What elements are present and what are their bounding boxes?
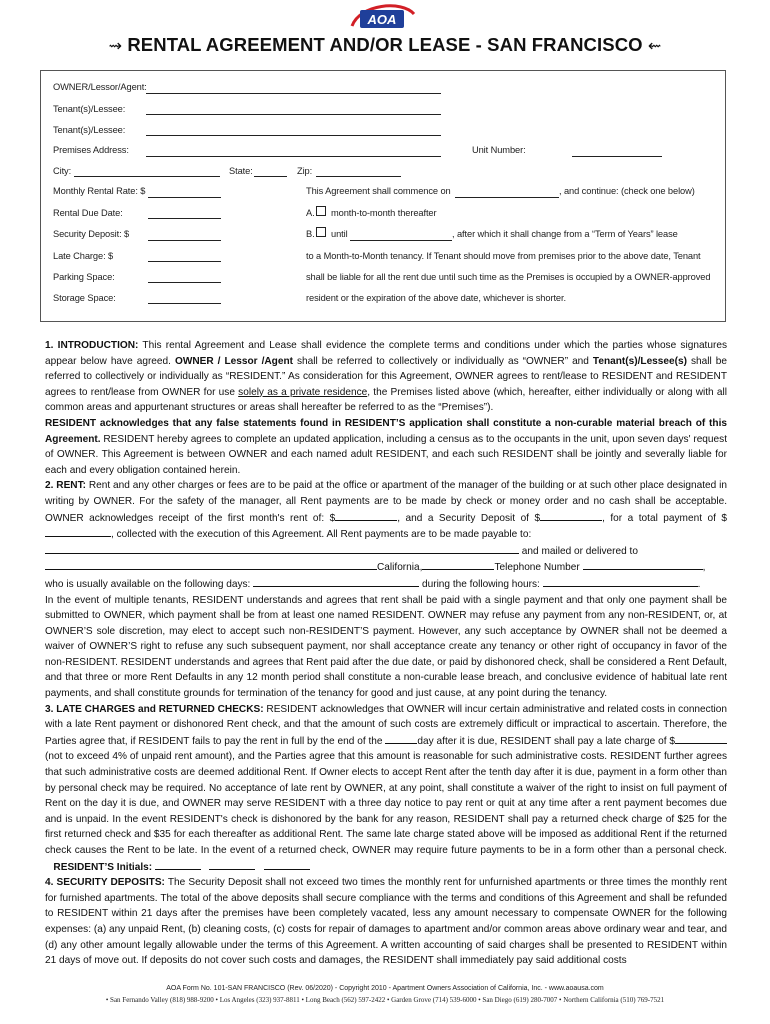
section-heading: 3. LATE CHARGES and RETURNED CHECKS:: [45, 703, 264, 715]
section-rent: 2. RENT: Rent and any other charges or fees are to be paid at the office or apartment of the manager of the building or at such other place designated in writing by OWNER. For the safety of the manager, all Rent payments are to be made by check or money order and no cash shall be acceptable. OWNER acknowledges receipt of the first month's rent of: $ , and a Security Deposit of $ , for a total payment of $, collected with the execution of this Agreement. All Rent payments are to be made payable to: and mailed or delivered to California, Telephone Number , who is usually available on the following days: during the following hours: .: [45, 480, 727, 590]
initials-label: RESIDENT’S Initials:: [53, 861, 153, 873]
owner-label: OWNER/Lessor/Agent:: [53, 82, 147, 92]
tenant2-field[interactable]: [146, 135, 441, 136]
term-text-line3: resident or the expiration of the above date, whichever is shorter.: [306, 293, 566, 303]
rent-field[interactable]: [148, 197, 221, 198]
zip-label: Zip:: [297, 166, 313, 176]
late-charge-label: Late Charge: $: [53, 251, 114, 261]
body-text: (not to exceed 4% of unpaid rent amount), and the Parties agree that this amount is reasonable for such administrative costs. RESIDENT further agrees that such administrative costs are deemed additional Rent. If Owner elects to accept Rent after the tenth day after it is due, payment in a form other than by personal check may be required. No acceptance of late rent by OWNER, at any point, shall constitute a waiver of the right to insist on full payment of Rent on the day it is due, and OWNER may serve RESIDENT with a three day notice to pay rent or quit at any time after a rent payment becomes due and is unpaid. In the event RESIDENT's check is dishonored by the bank for any reason, RESIDENT shall pay a returned check charge of $25 for the first returned check and $35 for each thereafter as additional Rent. The same late charge stated above will be imposed as additional Rent if the returned check causes the Rent to be late. In the event of a returned check, OWNER may require future payments to be in a form other than a personal check.: [45, 751, 727, 856]
late-charge-amount-blank[interactable]: [675, 733, 727, 744]
option-b-after: , after which it shall change from a “Term of Years” lease: [452, 229, 678, 239]
initials-blank-1[interactable]: [155, 859, 201, 870]
initials-blank-3[interactable]: [264, 859, 310, 870]
body-text: Rent and any other charges or fees are to be paid at the office or apartment of the manager of the building or at such other place designated in writing by OWNER. For the safety of the manager, all Rent payments are to be made by check or money order and no cash shall be acceptable. OWNER acknowledges receipt of the first month's rent of: $: [45, 480, 727, 524]
state-field[interactable]: [254, 176, 287, 177]
header-form-box: [40, 70, 726, 322]
body-text: shall be referred to collectively or individually as “OWNER” and: [293, 355, 593, 367]
option-a-text: month-to-month thereafter: [331, 208, 437, 218]
section-heading: 2. RENT:: [45, 480, 86, 492]
body-text: RESIDENT hereby agrees to complete an updated application, including a census as to the occupants in the unit, upon seven days' request of OWNER. This Agreement is between OWNER and each named adult RESIDENT, and each such RESIDENT shall be jointly and severally liable for each and every obligation contained herein.: [45, 433, 727, 476]
body-underlined-text: solely as a private residence: [238, 386, 368, 398]
initials-blank-2[interactable]: [209, 859, 255, 870]
footer-office-phones: • San Fernando Valley (818) 988-9200 • Los Angeles (323) 937-8811 • Long Beach (562) 597-2422 • Garden Grove (714) 539-6000 • San Diego (619) 280-7007 • Northern California (510) 769-7521: [105, 996, 665, 1004]
body-text: , and a Security Deposit of $: [397, 512, 541, 524]
body-bold-text: Tenant(s)/Lessee(s): [592, 355, 687, 367]
body-bold-text: RESIDENT acknowledges that any false statements found in RESIDENT’S application shall constitute a non-curable material breach of this Agreement.: [45, 417, 727, 445]
document-title: [0, 34, 770, 56]
aoa-logo: [346, 0, 418, 36]
city-label: City:: [53, 166, 72, 176]
storage-label: Storage Space:: [53, 293, 116, 303]
storage-field[interactable]: [148, 303, 221, 304]
option-a-letter: A.: [306, 208, 315, 218]
city-field[interactable]: [74, 176, 220, 177]
ornament-right-icon: ⇜: [647, 38, 662, 55]
deposit-label: Security Deposit: $: [53, 229, 130, 239]
body-text: The Security Deposit shall not exceed two times the monthly rent for unfurnished apartments or three times the monthly rent for furnished apartments. The total of the above deposits shall secure compliance with the terms and conditions of this Agreement and shall be refunded to RESIDENT within 21 days after the premises have been completely vacated, less any amount necessary to compensate OWNER for the following expenses: (a) any unpaid Rent, (b) cleaning costs, (c) costs for repair of damages to apartment and/or common areas above ordinary wear and tear, and (d) any other amount legally allowable under the terms of this Agreement. A written accounting of said charges shall be presented to RESIDENT within 21 days of move out. If deposits do not cover such costs and damages, the RESIDENT shall immediately pay said additional costs: [45, 877, 727, 967]
commence-date-field[interactable]: [455, 197, 559, 198]
option-b-letter: B.: [306, 229, 315, 239]
body-text: , the Premises listed above (which, hereafter, either individually or along with all common areas and appurtenant structures or areas shall hereafter be referred to as the “Premises”).: [45, 386, 727, 414]
tenant1-field[interactable]: [146, 114, 441, 115]
ornament-left-icon: ⇝: [108, 38, 123, 55]
unit-field[interactable]: [572, 156, 662, 157]
due-date-label: Rental Due Date:: [53, 208, 123, 218]
late-day-blank[interactable]: [385, 733, 417, 744]
unit-label: Unit Number:: [472, 145, 526, 155]
continue-text: , and continue: (check one below): [559, 186, 695, 196]
section-heading: 1. INTRODUCTION:: [45, 340, 139, 351]
logo-text: AOA: [367, 12, 397, 27]
premises-label: Premises Address:: [53, 145, 129, 155]
body-text: Telephone Number: [494, 562, 580, 574]
term-end-date-field[interactable]: [350, 240, 452, 241]
section-introduction: [45, 338, 727, 416]
term-text-line1: to a Month-to-Month tenancy. If Tenant should move from premises prior to the above date, Tenant: [306, 251, 701, 261]
zip-field[interactable]: [316, 176, 401, 177]
body-text: , for a total payment of $: [602, 512, 727, 524]
deposit-field[interactable]: [148, 240, 221, 241]
payee-blank[interactable]: [45, 543, 519, 554]
first-month-rent-blank[interactable]: [335, 510, 397, 521]
parking-field[interactable]: [148, 282, 221, 283]
tenant2-label: Tenant(s)/Lessee:: [53, 125, 126, 135]
body-text: shall be referred to collectively or individually as “RESIDENT.” As consideration for this Agreement, OWNER agrees to rent/lease to RESIDENT and RESIDENT agrees to rent/lease from OWNER for use: [45, 355, 727, 398]
section-multiple-tenants: [45, 593, 727, 702]
body-text: , collected with the execution of this Agreement. All Rent payments are to be made payable to:: [111, 529, 532, 541]
zip-blank[interactable]: [422, 559, 494, 570]
parking-label: Parking Space:: [53, 272, 115, 282]
body-text: RESIDENT acknowledges that OWNER will incur certain administrative and related costs in connection with a late Rent payment or dishonored Rent check, and that the amount of such costs are extremely difficult or impractical to ascertain. Therefore, the Parties agree that, if RESIDENT fails to pay the rent in full by the end of the: [45, 703, 727, 747]
available-days-blank[interactable]: [253, 576, 419, 587]
section-security-deposits: [45, 875, 727, 969]
total-payment-blank[interactable]: [45, 526, 111, 537]
body-text: This rental Agreement and Lease shall evidence the complete terms and conditions under which the parties whose signatures appear below have agreed.: [45, 340, 728, 367]
commence-text: This Agreement shall commence on: [306, 186, 451, 196]
rent-label: Monthly Rental Rate: $: [53, 186, 146, 196]
body-bold-text: OWNER / Lessor /Agent: [174, 355, 293, 367]
owner-field[interactable]: [146, 93, 441, 94]
option-b-until: until: [331, 229, 348, 239]
document-title-text: RENTAL AGREEMENT AND/OR LEASE - SAN FRANCISCO: [127, 34, 643, 55]
available-hours-blank[interactable]: [543, 576, 698, 587]
section-late-charges: [45, 702, 727, 876]
body-text: In the event of multiple tenants, RESIDENT understands and agrees that rent shall be paid with a single payment and that only one payment shall be submitted to OWNER, which payment shall be from at least one named RESIDENT. OWNER may refuse any payment from any non-RESIDENT, or, at OWNER’S sole discretion, may elect to accept such non-RESIDENT’S payment. However, any such acceptance by OWNER shall not be deemed a waiver of OWNER’S right to refuse any such subsequent payment, nor shall acceptance create any tenancy or other right of occupancy in favor of the non-RESIDENT. RESIDENT understands and agrees that Rent paid after the due date, or paid by dishonored check, shall be considered a Rent Default, and that three or more Rent Defaults in any 12 month period shall constitute a non-curable lease breach, and conclusive evidence of habitual late rent payments, and shall constitute grounds for termination of the tenancy for good and just cause, at any point during the tenancy.: [45, 594, 727, 700]
footer-copyright: AOA Form No. 101-SAN FRANCISCO (Rev. 06/2020) - Copyright 2010 - Apartment Owners Association of California, Inc. - www.aoausa.com: [166, 985, 604, 992]
security-deposit-blank[interactable]: [540, 510, 602, 521]
body-text: day after it is due, RESIDENT shall pay a late charge of $: [417, 735, 675, 747]
term-text-line2: shall be liable for all the rent due until such time as the Premises is occupied by a OWNER-approved: [306, 272, 711, 282]
premises-field[interactable]: [146, 156, 441, 157]
agreement-body: [45, 338, 727, 969]
due-date-field[interactable]: [148, 218, 221, 219]
option-a-checkbox[interactable]: [316, 206, 326, 216]
option-b-checkbox[interactable]: [316, 227, 326, 237]
section-heading: 4. SECURITY DEPOSITS:: [45, 877, 165, 889]
state-label: State:: [229, 166, 253, 176]
body-text: California,: [377, 562, 423, 574]
body-text: and mailed or delivered to: [519, 545, 638, 557]
body-text: who is usually available on the following days:: [45, 578, 254, 590]
telephone-blank[interactable]: [583, 559, 703, 570]
body-text: during the following hours:: [419, 578, 543, 590]
tenant1-label: Tenant(s)/Lessee:: [53, 104, 126, 114]
payment-address-blank[interactable]: [45, 559, 377, 570]
section-false-statements: [45, 416, 727, 478]
late-charge-field[interactable]: [148, 261, 221, 262]
